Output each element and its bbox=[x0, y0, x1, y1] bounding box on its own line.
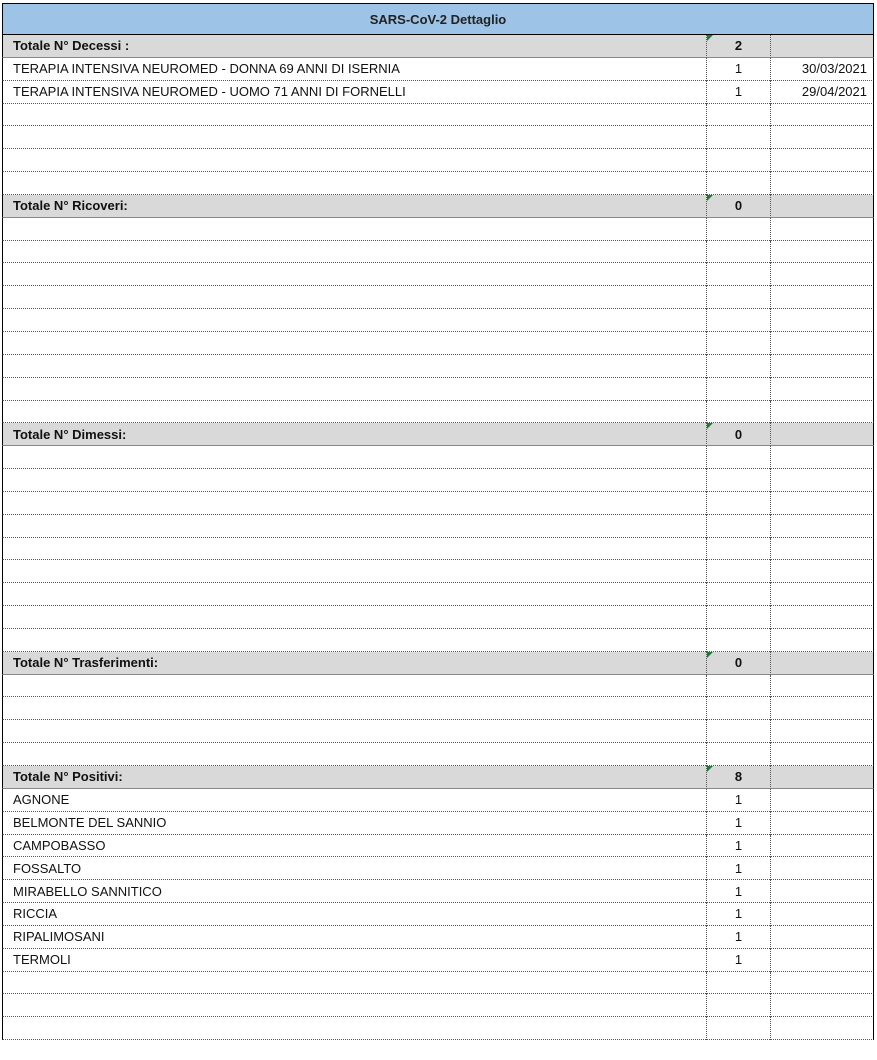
section-total-cell[interactable] bbox=[706, 35, 770, 58]
description-cell[interactable] bbox=[2, 675, 706, 698]
table-row bbox=[2, 538, 874, 561]
count-cell[interactable] bbox=[706, 789, 770, 812]
count-cell[interactable] bbox=[706, 515, 770, 538]
description-cell[interactable]: MIRABELLO SANNITICO bbox=[2, 880, 706, 903]
count-value: 1 bbox=[734, 883, 743, 899]
table-row bbox=[2, 560, 874, 583]
cell-error-indicator-icon bbox=[707, 35, 713, 41]
description-cell[interactable] bbox=[2, 286, 706, 309]
date-cell[interactable] bbox=[770, 857, 874, 880]
count-value: 1 bbox=[734, 84, 743, 100]
date-cell[interactable] bbox=[770, 355, 874, 378]
date-cell[interactable] bbox=[770, 926, 874, 949]
date-cell[interactable] bbox=[770, 789, 874, 812]
count-cell[interactable] bbox=[706, 492, 770, 515]
count-value: 0 bbox=[734, 655, 743, 671]
description-cell[interactable] bbox=[2, 1017, 706, 1040]
description-cell[interactable]: RIPALIMOSANI bbox=[2, 926, 706, 949]
count-cell[interactable] bbox=[706, 583, 770, 606]
section-header-row bbox=[2, 195, 874, 218]
date-cell[interactable] bbox=[770, 104, 874, 127]
section-label-cell[interactable]: Totale N° Dimessi: bbox=[2, 423, 706, 446]
description-cell[interactable]: FOSSALTO bbox=[2, 857, 706, 880]
table-row bbox=[2, 743, 874, 766]
description-cell[interactable] bbox=[2, 241, 706, 264]
description-cell[interactable] bbox=[2, 583, 706, 606]
date-cell[interactable] bbox=[770, 35, 874, 58]
table-row bbox=[2, 126, 874, 149]
count-cell[interactable] bbox=[706, 126, 770, 149]
count-cell[interactable] bbox=[706, 812, 770, 835]
date-cell[interactable] bbox=[770, 332, 874, 355]
description-cell[interactable] bbox=[2, 104, 706, 127]
table-row bbox=[2, 972, 874, 995]
count-value: 1 bbox=[734, 61, 743, 77]
count-cell[interactable] bbox=[706, 58, 770, 81]
date-cell[interactable] bbox=[770, 949, 874, 972]
count-cell[interactable] bbox=[706, 697, 770, 720]
description-cell[interactable] bbox=[2, 126, 706, 149]
description-cell[interactable] bbox=[2, 446, 706, 469]
section-label-cell[interactable]: Totale N° Trasferimenti: bbox=[2, 652, 706, 675]
count-value: 0 bbox=[734, 198, 743, 214]
date-cell[interactable] bbox=[770, 675, 874, 698]
description-cell[interactable] bbox=[2, 743, 706, 766]
table-row bbox=[2, 286, 874, 309]
table-row bbox=[2, 835, 874, 858]
count-value: 0 bbox=[734, 426, 743, 442]
table-row bbox=[2, 263, 874, 286]
section-total-cell[interactable] bbox=[706, 195, 770, 218]
date-cell[interactable] bbox=[770, 469, 874, 492]
count-cell[interactable] bbox=[706, 926, 770, 949]
table-row bbox=[2, 857, 874, 880]
date-cell[interactable] bbox=[770, 880, 874, 903]
date-cell[interactable] bbox=[770, 126, 874, 149]
count-cell[interactable] bbox=[706, 218, 770, 241]
table-row bbox=[2, 606, 874, 629]
date-cell[interactable] bbox=[770, 743, 874, 766]
description-cell[interactable] bbox=[2, 401, 706, 424]
date-cell[interactable] bbox=[770, 560, 874, 583]
date-cell[interactable] bbox=[770, 218, 874, 241]
table-row bbox=[2, 675, 874, 698]
description-cell[interactable] bbox=[2, 560, 706, 583]
date-cell[interactable] bbox=[770, 720, 874, 743]
date-cell[interactable] bbox=[770, 195, 874, 218]
table-row bbox=[2, 1017, 874, 1040]
cell-error-indicator-icon bbox=[707, 423, 713, 429]
count-cell[interactable] bbox=[706, 104, 770, 127]
date-cell[interactable] bbox=[770, 378, 874, 401]
table-row bbox=[2, 583, 874, 606]
description-cell[interactable] bbox=[2, 720, 706, 743]
description-cell[interactable] bbox=[2, 515, 706, 538]
date-cell[interactable] bbox=[770, 1017, 874, 1040]
table-row bbox=[2, 697, 874, 720]
date-cell[interactable] bbox=[770, 903, 874, 926]
count-cell[interactable] bbox=[706, 309, 770, 332]
count-cell[interactable] bbox=[706, 949, 770, 972]
count-cell[interactable] bbox=[706, 355, 770, 378]
date-cell[interactable] bbox=[770, 972, 874, 995]
cell-error-indicator-icon bbox=[707, 766, 713, 772]
description-cell[interactable]: TERAPIA INTENSIVA NEUROMED - DONNA 69 ANNI DI ISERNIA bbox=[2, 58, 706, 81]
table-row bbox=[2, 172, 874, 195]
count-value: 1 bbox=[734, 906, 743, 922]
date-cell[interactable] bbox=[770, 241, 874, 264]
date-cell[interactable] bbox=[770, 583, 874, 606]
table-row bbox=[2, 218, 874, 241]
description-cell[interactable]: CAMPOBASSO bbox=[2, 835, 706, 858]
section-header-row bbox=[2, 766, 874, 789]
count-cell[interactable] bbox=[706, 401, 770, 424]
description-cell[interactable] bbox=[2, 629, 706, 652]
count-value: 2 bbox=[734, 38, 743, 54]
table-row bbox=[2, 81, 874, 104]
table-row bbox=[2, 880, 874, 903]
count-cell[interactable] bbox=[706, 972, 770, 995]
description-cell[interactable] bbox=[2, 972, 706, 995]
date-cell[interactable] bbox=[770, 515, 874, 538]
date-cell[interactable] bbox=[770, 629, 874, 652]
count-value: 1 bbox=[734, 815, 743, 831]
description-cell[interactable]: BELMONTE DEL SANNIO bbox=[2, 812, 706, 835]
count-cell[interactable] bbox=[706, 378, 770, 401]
date-cell[interactable] bbox=[770, 401, 874, 424]
description-cell[interactable] bbox=[2, 492, 706, 515]
count-cell[interactable] bbox=[706, 857, 770, 880]
date-cell[interactable] bbox=[770, 149, 874, 172]
description-cell[interactable] bbox=[2, 309, 706, 332]
table-row bbox=[2, 469, 874, 492]
table-row bbox=[2, 515, 874, 538]
table-row bbox=[2, 355, 874, 378]
table-row bbox=[2, 58, 874, 81]
count-cell[interactable] bbox=[706, 241, 770, 264]
date-cell[interactable] bbox=[770, 423, 874, 446]
count-cell[interactable] bbox=[706, 629, 770, 652]
date-cell[interactable] bbox=[770, 446, 874, 469]
section-label-cell[interactable]: Totale N° Decessi : bbox=[2, 35, 706, 58]
count-cell[interactable] bbox=[706, 835, 770, 858]
description-cell[interactable]: RICCIA bbox=[2, 903, 706, 926]
count-cell[interactable] bbox=[706, 469, 770, 492]
count-cell[interactable] bbox=[706, 675, 770, 698]
section-total-cell[interactable] bbox=[706, 766, 770, 789]
count-value: 1 bbox=[734, 837, 743, 853]
count-cell[interactable] bbox=[706, 286, 770, 309]
table-body bbox=[2, 35, 874, 1040]
date-cell[interactable]: 29/04/2021 bbox=[770, 81, 874, 104]
count-cell[interactable] bbox=[706, 332, 770, 355]
date-cell[interactable]: 30/03/2021 bbox=[770, 58, 874, 81]
table-row bbox=[2, 149, 874, 172]
table-row bbox=[2, 401, 874, 424]
count-cell[interactable] bbox=[706, 172, 770, 195]
count-cell[interactable] bbox=[706, 81, 770, 104]
table-row bbox=[2, 378, 874, 401]
count-value: 1 bbox=[734, 860, 743, 876]
date-cell[interactable] bbox=[770, 652, 874, 675]
date-cell[interactable] bbox=[770, 263, 874, 286]
count-cell[interactable] bbox=[706, 149, 770, 172]
count-cell[interactable] bbox=[706, 720, 770, 743]
count-cell[interactable] bbox=[706, 1017, 770, 1040]
count-value: 8 bbox=[734, 769, 743, 785]
count-cell[interactable] bbox=[706, 446, 770, 469]
count-cell[interactable] bbox=[706, 903, 770, 926]
description-cell[interactable] bbox=[2, 697, 706, 720]
date-cell[interactable] bbox=[770, 766, 874, 789]
cell-error-indicator-icon bbox=[707, 195, 713, 201]
date-cell[interactable] bbox=[770, 812, 874, 835]
count-cell[interactable] bbox=[706, 743, 770, 766]
section-total-cell[interactable] bbox=[706, 652, 770, 675]
date-cell[interactable] bbox=[770, 172, 874, 195]
cell-error-indicator-icon bbox=[707, 652, 713, 658]
description-cell[interactable] bbox=[2, 172, 706, 195]
date-cell[interactable] bbox=[770, 835, 874, 858]
table-row bbox=[2, 104, 874, 127]
table-row bbox=[2, 720, 874, 743]
date-cell[interactable] bbox=[770, 697, 874, 720]
table-row bbox=[2, 926, 874, 949]
section-label-cell[interactable]: Totale N° Ricoveri: bbox=[2, 195, 706, 218]
table-row bbox=[2, 332, 874, 355]
table-row bbox=[2, 903, 874, 926]
count-cell[interactable] bbox=[706, 606, 770, 629]
description-cell[interactable] bbox=[2, 263, 706, 286]
description-cell[interactable] bbox=[2, 355, 706, 378]
table-row bbox=[2, 994, 874, 1017]
description-cell[interactable] bbox=[2, 218, 706, 241]
section-total-cell[interactable] bbox=[706, 423, 770, 446]
description-cell[interactable] bbox=[2, 538, 706, 561]
count-cell[interactable] bbox=[706, 560, 770, 583]
section-label-cell[interactable]: Totale N° Positivi: bbox=[2, 766, 706, 789]
table-row bbox=[2, 789, 874, 812]
description-cell[interactable] bbox=[2, 378, 706, 401]
count-value: 1 bbox=[734, 929, 743, 945]
section-header-row bbox=[2, 652, 874, 675]
count-value: 1 bbox=[734, 792, 743, 808]
count-value: 1 bbox=[734, 952, 743, 968]
table-row bbox=[2, 812, 874, 835]
date-cell[interactable] bbox=[770, 309, 874, 332]
sheet-title[interactable]: SARS-CoV-2 Dettaglio bbox=[2, 3, 874, 35]
table-row bbox=[2, 446, 874, 469]
date-cell[interactable] bbox=[770, 492, 874, 515]
description-cell[interactable]: AGNONE bbox=[2, 789, 706, 812]
count-cell[interactable] bbox=[706, 263, 770, 286]
date-cell[interactable] bbox=[770, 606, 874, 629]
spreadsheet bbox=[2, 3, 874, 1040]
table-row bbox=[2, 629, 874, 652]
description-cell[interactable] bbox=[2, 606, 706, 629]
section-header-row bbox=[2, 423, 874, 446]
description-cell[interactable] bbox=[2, 332, 706, 355]
date-cell[interactable] bbox=[770, 538, 874, 561]
date-cell[interactable] bbox=[770, 994, 874, 1017]
count-cell[interactable] bbox=[706, 880, 770, 903]
description-cell[interactable] bbox=[2, 994, 706, 1017]
table-row bbox=[2, 492, 874, 515]
description-cell[interactable]: TERMOLI bbox=[2, 949, 706, 972]
table-row bbox=[2, 949, 874, 972]
description-cell[interactable] bbox=[2, 149, 706, 172]
section-header-row bbox=[2, 35, 874, 58]
count-cell[interactable] bbox=[706, 994, 770, 1017]
description-cell[interactable]: TERAPIA INTENSIVA NEUROMED - UOMO 71 ANNI DI FORNELLI bbox=[2, 81, 706, 104]
description-cell[interactable] bbox=[2, 469, 706, 492]
table-row bbox=[2, 309, 874, 332]
table-row bbox=[2, 241, 874, 264]
count-cell[interactable] bbox=[706, 538, 770, 561]
date-cell[interactable] bbox=[770, 286, 874, 309]
